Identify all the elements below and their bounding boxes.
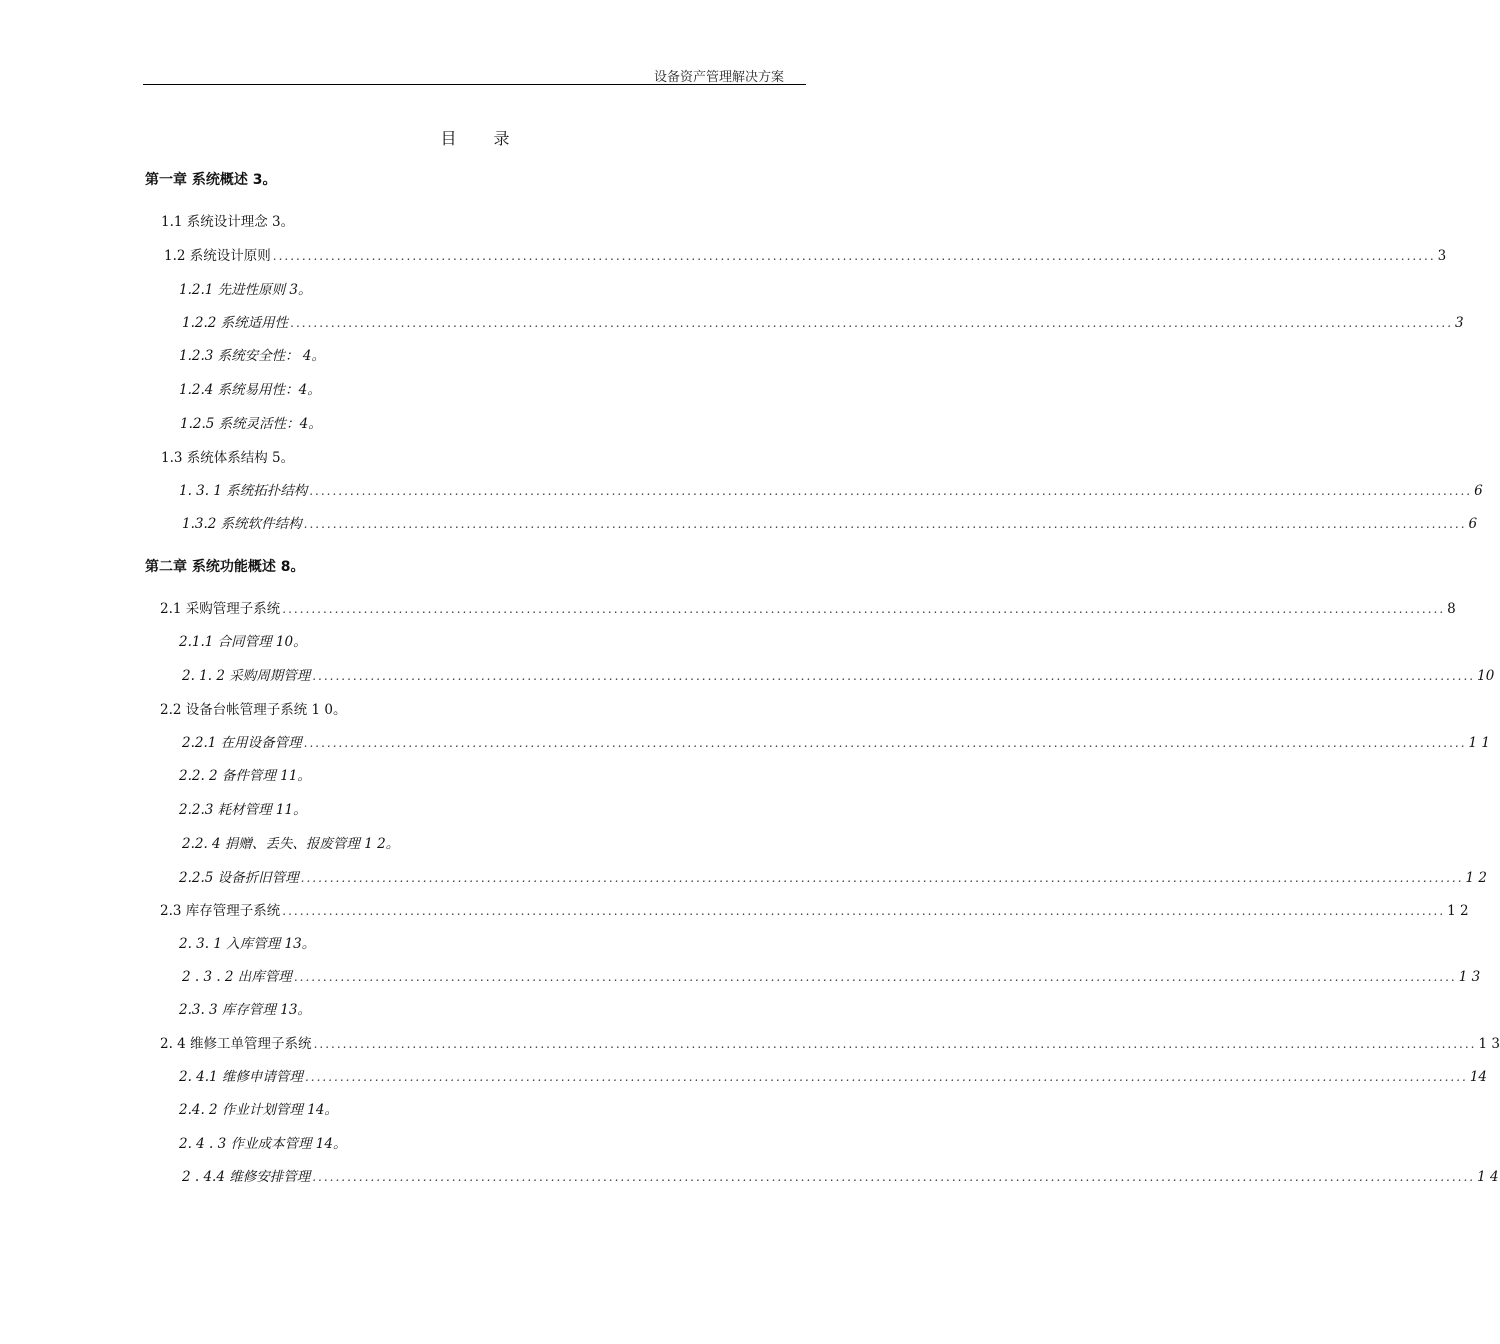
toc-entry-label: 2.1.1 合同管理 10。 bbox=[179, 634, 307, 650]
toc-page-number: 8 bbox=[1447, 601, 1456, 617]
toc-entry[interactable] bbox=[179, 800, 307, 820]
toc-entry[interactable] bbox=[182, 313, 1464, 333]
toc-leader-dots: ........................................................................................................................................................................................................ bbox=[300, 871, 1464, 885]
toc-page-number: 6 bbox=[1468, 516, 1478, 532]
toc-leader-dots: ........................................................................................................................................................................................................ bbox=[312, 669, 1476, 683]
toc-page-number: 1 2 bbox=[1465, 870, 1488, 886]
toc-entry[interactable] bbox=[179, 481, 1483, 501]
toc-leader-dots: ........................................................................................................................................................................................................ bbox=[312, 1170, 1476, 1184]
toc-entry-label: 2.3 库存管理子系统 bbox=[160, 903, 281, 919]
toc-entry[interactable] bbox=[182, 666, 1495, 686]
toc-leader-dots: ........................................................................................................................................................................................................ bbox=[272, 249, 1436, 263]
toc-page-number: 1 3 bbox=[1478, 1036, 1500, 1052]
toc-entry-label: 第二章 系统功能概述 8。 bbox=[145, 559, 305, 575]
toc-entry-label: 1.2.4 系统易用性：4。 bbox=[179, 382, 321, 398]
toc-entry[interactable] bbox=[160, 700, 347, 720]
toc-entry-label: 1.2 系统设计原则 bbox=[164, 248, 271, 264]
toc-page-number: 3 bbox=[1455, 315, 1464, 331]
toc-title: 目 录 bbox=[440, 129, 526, 148]
toc-entry[interactable] bbox=[160, 1034, 1500, 1054]
toc-entry-label: 2 . 3 . 2 出库管理 bbox=[182, 969, 292, 985]
toc-leader-dots: ........................................................................................................................................................................................................ bbox=[282, 602, 1446, 616]
toc-entry[interactable] bbox=[182, 1167, 1499, 1187]
toc-entry-label: 2 . 4.4 维修安排管理 bbox=[182, 1169, 311, 1185]
toc-entry[interactable] bbox=[179, 1100, 338, 1120]
toc-entry-label: 2.2. 4 捐赠、丢失、报废管理 1 2。 bbox=[182, 836, 400, 852]
toc-entry-label: 1.3 系统体系结构 5。 bbox=[161, 450, 295, 466]
toc-leader-dots: ........................................................................................................................................................................................................ bbox=[303, 736, 1467, 750]
toc-page-number: 1 2 bbox=[1447, 903, 1469, 919]
toc-entry-label: 2. 4 维修工单管理子系统 bbox=[160, 1036, 312, 1052]
toc-entry[interactable] bbox=[179, 380, 321, 400]
toc-entry-label: 2.2 设备台帐管理子系统 1 0。 bbox=[160, 702, 347, 718]
toc-entry-label: 2. 4.1 维修申请管理 bbox=[179, 1069, 303, 1085]
toc-entry-label: 2.3. 3 库存管理 13。 bbox=[179, 1002, 311, 1018]
toc-entry-label: 2.1 采购管理子系统 bbox=[160, 601, 281, 617]
toc-page-number: 6 bbox=[1474, 483, 1483, 499]
toc-entry[interactable] bbox=[179, 346, 325, 366]
toc-entry[interactable] bbox=[182, 834, 399, 854]
toc-page-number: 14 bbox=[1469, 1069, 1488, 1085]
toc-entry[interactable] bbox=[179, 934, 315, 954]
toc-entry-label: 2. 4 . 3 作业成本管理 14。 bbox=[179, 1136, 347, 1152]
toc-entry-label: 2.2.1 在用设备管理 bbox=[182, 735, 302, 751]
toc-entry-label: 1.2.3 系统安全性： 4。 bbox=[179, 348, 326, 364]
toc-entry[interactable] bbox=[179, 1000, 311, 1020]
toc-entry[interactable] bbox=[161, 448, 294, 468]
toc-leader-dots: ........................................................................................................................................................................................................ bbox=[293, 970, 1457, 984]
toc-entry-label: 第一章 系统概述 3。 bbox=[145, 172, 277, 188]
toc-page-number: 1 3 bbox=[1458, 969, 1481, 985]
toc-entry[interactable] bbox=[179, 1134, 346, 1154]
toc-entry-label: 2.2. 2 备件管理 11。 bbox=[179, 768, 311, 784]
toc-entry-label: 1.1 系统设计理念 3。 bbox=[161, 214, 295, 230]
toc-entry[interactable] bbox=[145, 170, 277, 190]
toc-entry-label: 1.2.1 先进性原则 3。 bbox=[179, 282, 312, 298]
toc-entry-label: 1.3.2 系统软件结构 bbox=[182, 516, 302, 532]
toc-entry[interactable] bbox=[160, 901, 1469, 921]
toc-entry[interactable] bbox=[179, 766, 311, 786]
toc-leader-dots: ........................................................................................................................................................................................................ bbox=[313, 1037, 1477, 1051]
toc-entry[interactable] bbox=[180, 414, 322, 434]
toc-entry-label: 2. 1. 2 采购周期管理 bbox=[182, 668, 311, 684]
toc-entry[interactable] bbox=[145, 557, 305, 577]
toc-leader-dots: ........................................................................................................................................................................................................ bbox=[290, 316, 1454, 330]
toc-page-number: 1 1 bbox=[1468, 735, 1491, 751]
toc-leader-dots: ........................................................................................................................................................................................................ bbox=[304, 1070, 1468, 1084]
toc-page-number: 1 4 bbox=[1477, 1169, 1499, 1185]
toc-entry[interactable] bbox=[182, 514, 1478, 534]
toc-entry[interactable] bbox=[182, 733, 1491, 753]
toc-entry-label: 1. 3. 1 系统拓扑结构 bbox=[179, 483, 308, 499]
toc-page-number: 10 bbox=[1477, 668, 1495, 684]
toc-entry[interactable] bbox=[182, 967, 1481, 987]
toc-entry[interactable] bbox=[164, 246, 1447, 266]
toc-page-number: 3 bbox=[1437, 248, 1447, 264]
toc-entry-label: 2.2.5 设备折旧管理 bbox=[179, 870, 299, 886]
toc-entry[interactable] bbox=[179, 868, 1488, 888]
toc-entry[interactable] bbox=[179, 1067, 1488, 1087]
toc-entry-label: 2. 3. 1 入库管理 13。 bbox=[179, 936, 316, 952]
toc-leader-dots: ........................................................................................................................................................................................................ bbox=[282, 904, 1446, 918]
header-doc-title: 设备资产管理解决方案 bbox=[653, 70, 784, 85]
toc-leader-dots: ........................................................................................................................................................................................................ bbox=[309, 484, 1473, 498]
toc-entry-label: 2.4. 2 作业计划管理 14。 bbox=[179, 1102, 338, 1118]
toc-entry-label: 2.2.3 耗材管理 11。 bbox=[179, 802, 307, 818]
toc-entry-label: 1.2.5 系统灵活性：4。 bbox=[180, 416, 322, 432]
toc-entry-label: 1.2.2 系统适用性 bbox=[182, 315, 289, 331]
toc-entry[interactable] bbox=[179, 280, 312, 300]
toc-leader-dots: ........................................................................................................................................................................................................ bbox=[303, 517, 1467, 531]
toc-entry[interactable] bbox=[160, 599, 1456, 619]
toc-entry[interactable] bbox=[179, 632, 307, 652]
toc-entry[interactable] bbox=[161, 212, 294, 232]
